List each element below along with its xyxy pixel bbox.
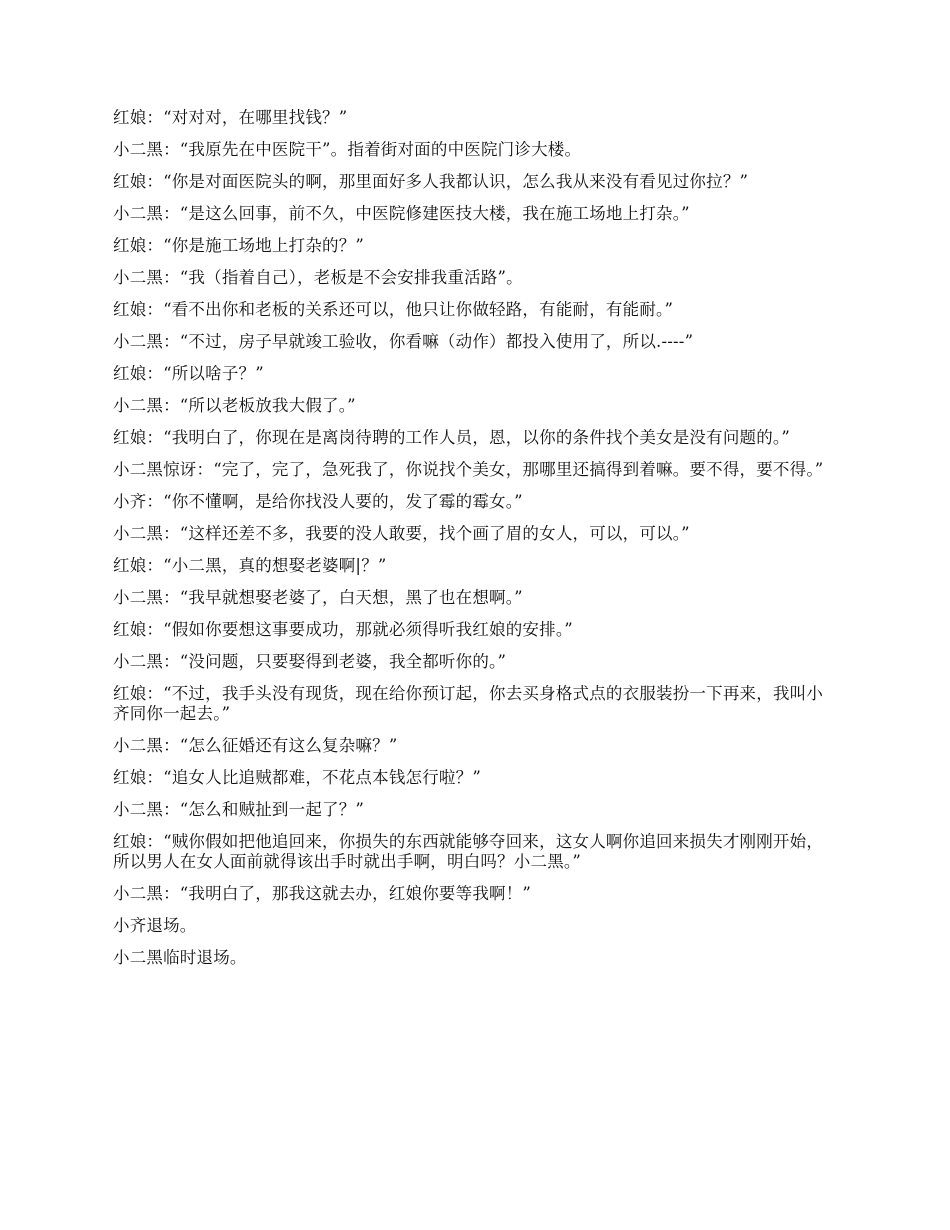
- dialogue-line: 红娘：“看不出你和老板的关系还可以，他只让你做轻路，有能耐，有能耐。”: [113, 300, 674, 319]
- dialogue-line: 小二黑：“怎么和贼扯到一起了？”: [113, 800, 365, 819]
- dialogue-line: 小二黑：“是这么回事，前不久，中医院修建医技大楼，我在施工场地上打杂。”: [113, 204, 690, 223]
- dialogue-line: 红娘：“不过，我手头没有现货，现在给你预订起，你去买身格式点的衣服装扮一下再来，我叫小齐同你一起去。”: [113, 684, 824, 723]
- dialogue-line: 红娘：“你是施工场地上打杂的？”: [113, 236, 365, 255]
- dialogue-line: 小二黑：“没问题，只要娶得到老婆，我全都听你的。”: [113, 652, 507, 671]
- dialogue-line: 小二黑：“我原先在中医院干”。指着街对面的中医院门诊大楼。: [113, 140, 582, 159]
- dialogue-line: 小二黑：“我明白了，那我这就去办，红娘你要等我啊！”: [113, 884, 532, 903]
- dialogue-line: 小二黑：“这样还差不多，我要的没人敢要，找个画了眉的女人，可以，可以。”: [113, 524, 690, 543]
- dialogue-line: 小二黑：“我（指着自己），老板是不会安排我重活路”。: [113, 268, 523, 287]
- dialogue-line: 红娘：“追女人比追贼都难，不花点本钱怎行啦？”: [113, 768, 481, 787]
- dialogue-line: 红娘：“我明白了，你现在是离岗待聘的工作人员，恩，以你的条件找个美女是没有问题的。”: [113, 428, 791, 447]
- dialogue-line: 小齐：“你不懂啊，是给你找没人要的，发了霉的霉女。”: [113, 492, 523, 511]
- dialogue-line: 小二黑：“怎么征婚还有这么复杂嘛？”: [113, 736, 398, 755]
- dialogue-line: 红娘：“对对对，在哪里找钱？”: [113, 108, 348, 127]
- dialogue-line: 小二黑：“不过，房子早就竣工验收，你看嘛（动作）都投入使用了，所以.----”: [113, 332, 694, 351]
- dialogue-line: 小二黑：“所以老板放我大假了。”: [113, 396, 356, 415]
- dialogue-line: 红娘：“所以啥子？”: [113, 364, 264, 383]
- dialogue-line: 红娘：“你是对面医院头的啊，那里面好多人我都认识，怎么我从来没有看见过你拉？”: [113, 172, 749, 191]
- stage-direction: 小二黑临时退场。: [113, 948, 247, 967]
- dialogue-line: 小二黑：“我早就想娶老婆了，白天想，黑了也在想啊。”: [113, 588, 523, 607]
- script-text-body: [113, 108, 833, 980]
- dialogue-line: 小二黑惊讶：“完了，完了，急死我了，你说找个美女，那哪里还搞得到着嘛。要不得，要不得。”: [113, 460, 824, 479]
- dialogue-line: 红娘：“假如你要想这事要成功，那就必须得听我红娘的安排。”: [113, 620, 573, 639]
- dialogue-line: 红娘：“小二黑，真的想娶老婆啊|？”: [113, 556, 387, 575]
- dialogue-line: 红娘：“贼你假如把他追回来，你损失的东西就能够夺回来，这女人啊你追回来损失才刚刚开始，所以男人在女人面前就得该出手时就出手啊，明白吗？小二黑。”: [113, 832, 824, 871]
- stage-direction: 小齐退场。: [113, 916, 197, 935]
